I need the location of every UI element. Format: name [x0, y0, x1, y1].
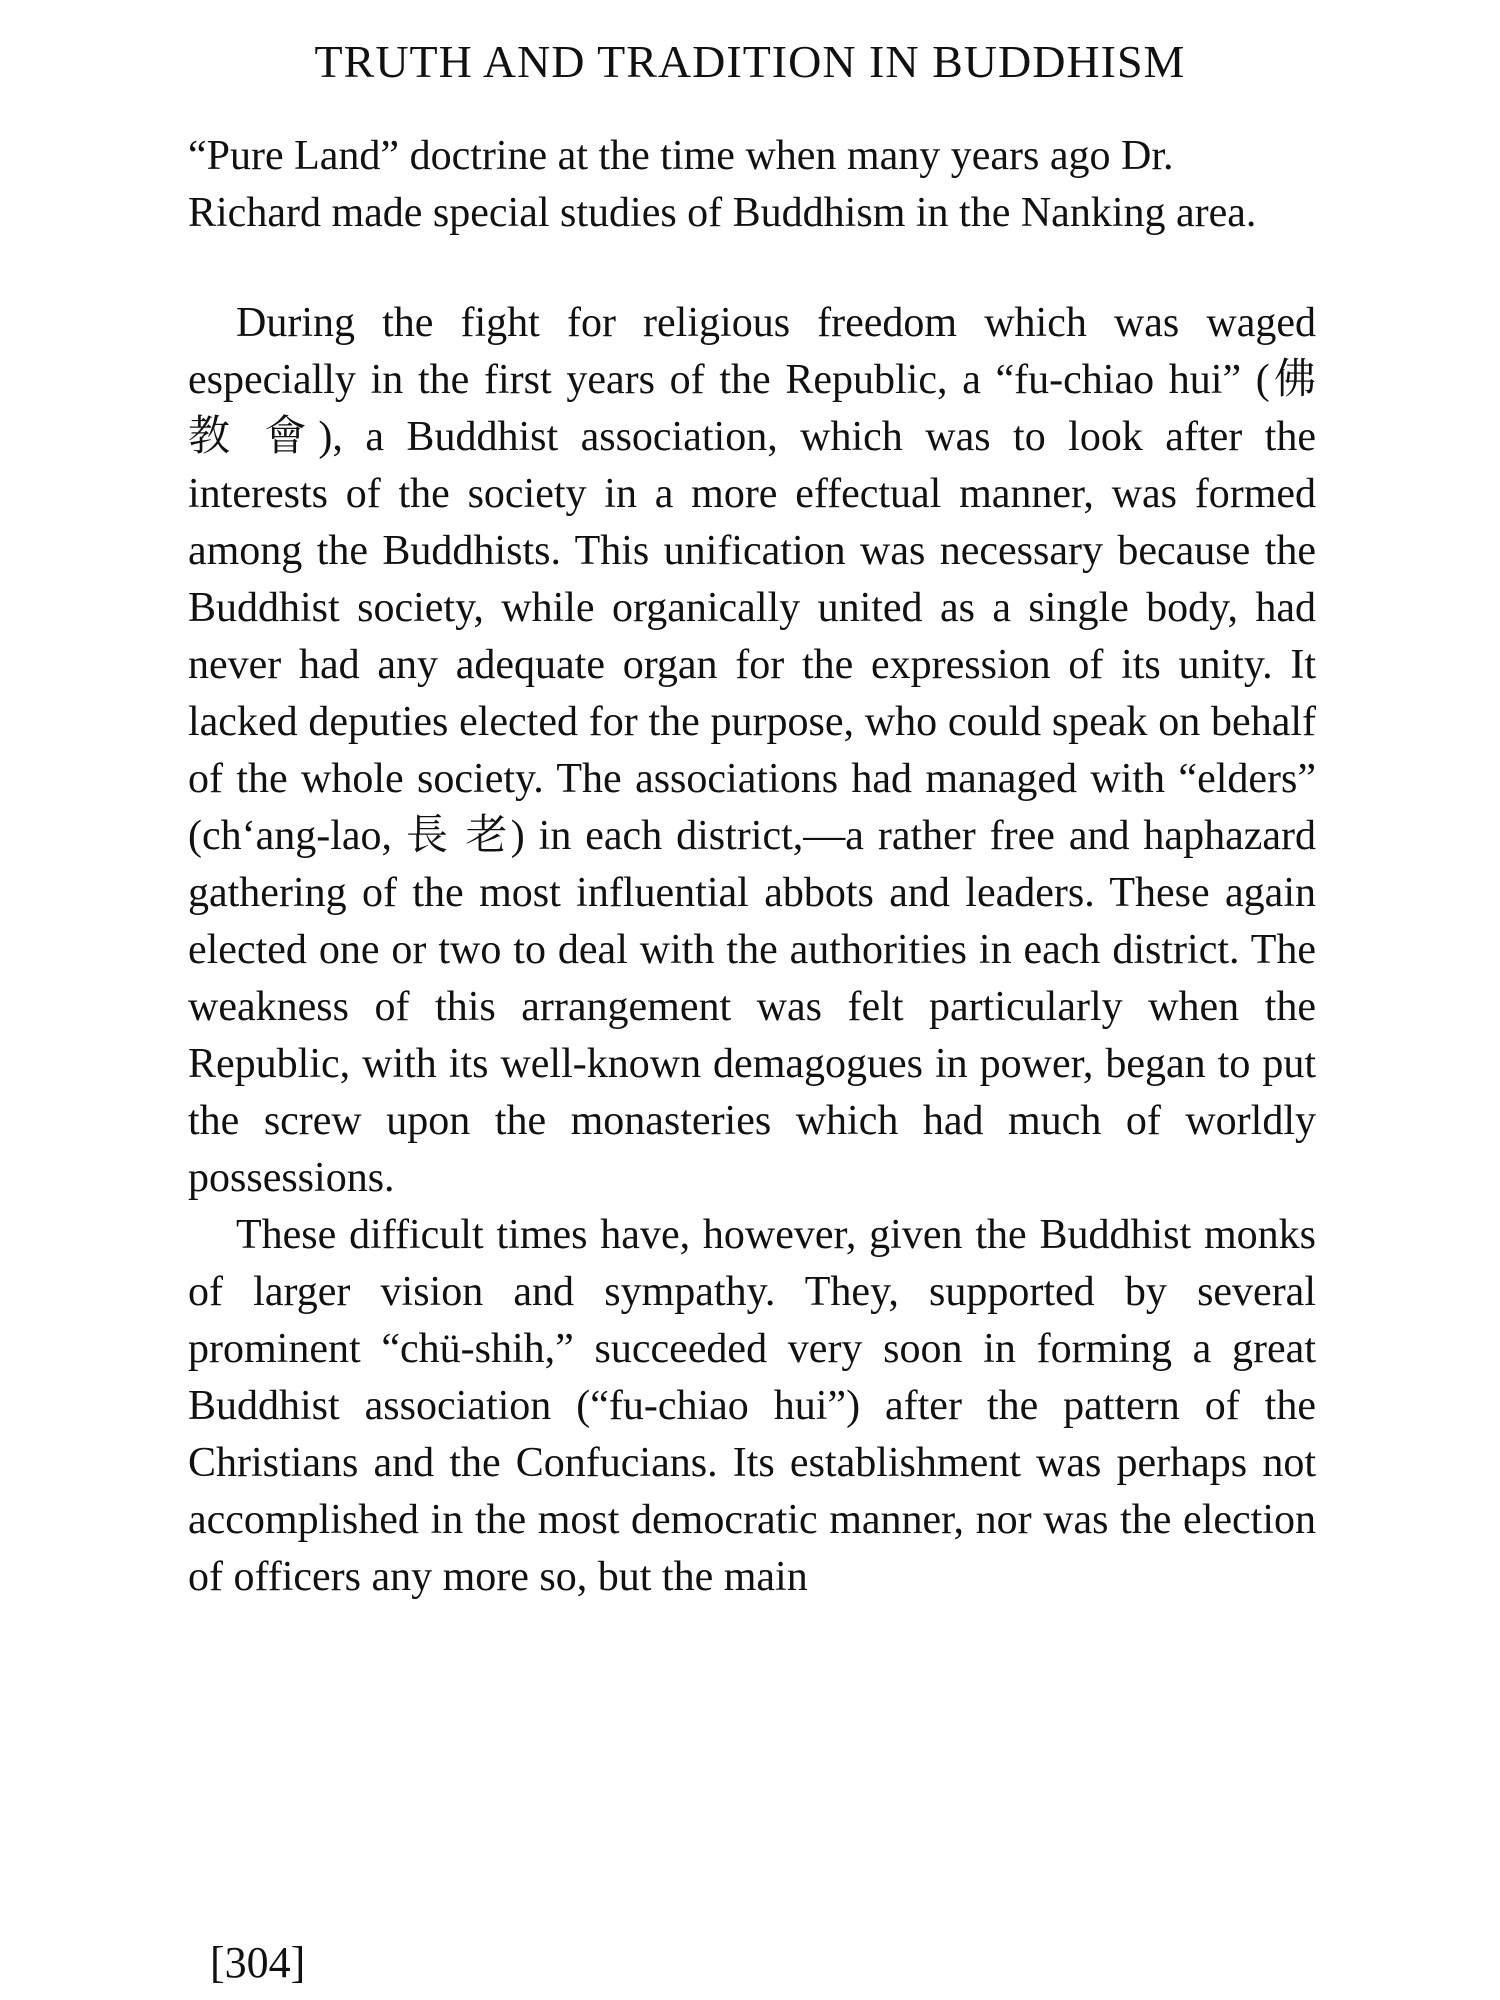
- paragraph-difficult-times: These difficult times have, however, given the Buddhist monks of larger vision and sympathy. They, supported by several prominent “chü-shih,” succeeded very soon in forming a great Buddhist association (“fu-chiao hui”) after the pattern of the Christians and the Confucians. Its establishment was perhaps not accomplished in the most democratic manner, nor was the election of officers any more so, but the main: [188, 1212, 1316, 1600]
- body-text: [188, 128, 1316, 1606]
- paragraph-religious-freedom: During the fight for religious freedom which was waged especially in the first years of the Republic, a “fu-chiao hui” (佛 教 會), a Buddhist association, which was to look after the interests of the society in a more effectual manner, was formed among the Buddhists. This unification was necessary because the Buddhist society, while organically united as a single body, had never had any adequate organ for the expression of its unity. It lacked deputies elected for the purpose, who could speak on behalf of the whole society. The associations had managed with “elders” (ch‘ang-lao, 長 老) in each district,—a rather free and haphazard gathering of the most influential abbots and leaders. These again elected one or two to deal with the authorities in each district. The weakness of this arrangement was felt particularly when the Republic, with its well-known demagogues in power, began to put the screw upon the monasteries which had much of worldly possessions.: [188, 300, 1316, 1201]
- running-head: TRUTH AND TRADITION IN BUDDHISM: [314, 36, 1186, 87]
- paragraph-continued: “Pure Land” doctrine at the time when many years ago Dr. Richard made special studies of Buddhism in the Nanking area.: [188, 133, 1257, 236]
- page-number: [304]: [210, 1938, 306, 1987]
